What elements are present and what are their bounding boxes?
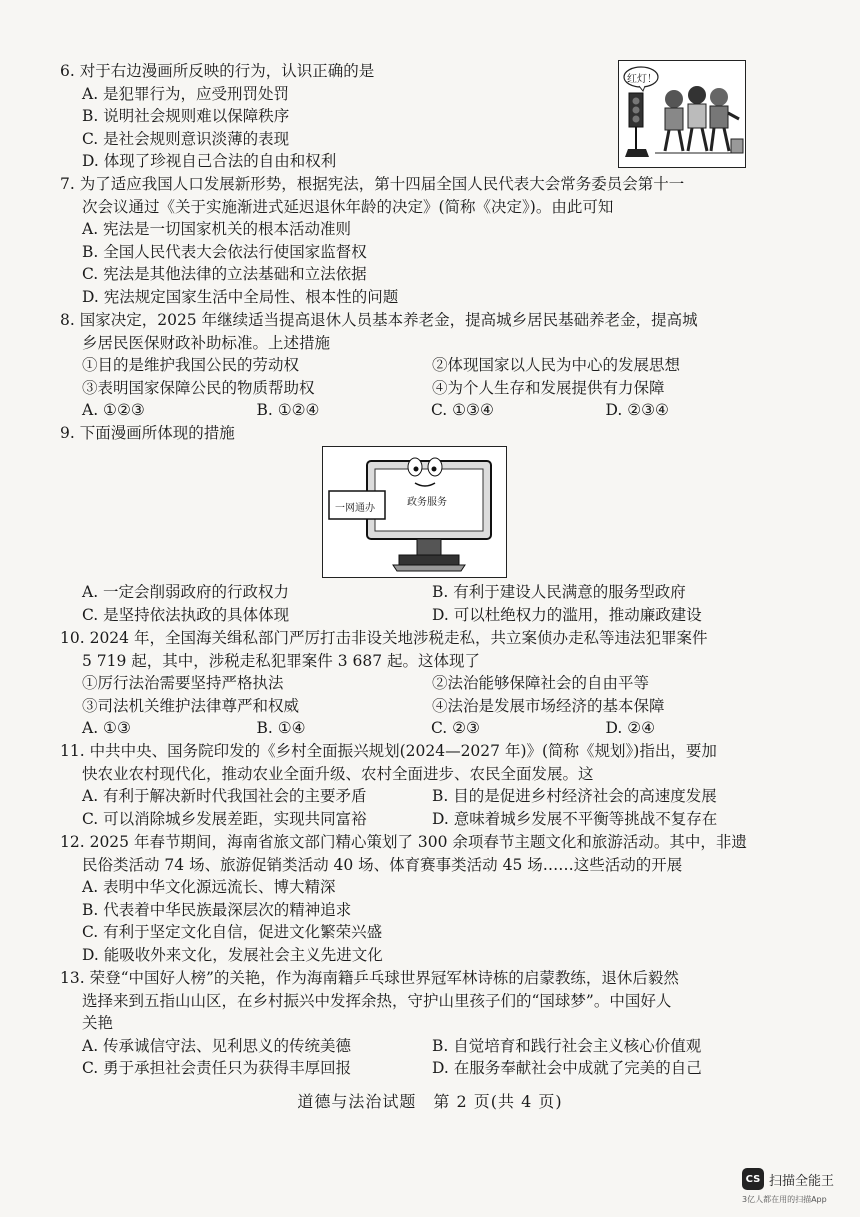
question-stem-continued: 选择来到五指山山区，在乡村振兴中发挥余热，守护山里孩子们的“国球梦”。中国好人	[82, 991, 672, 1010]
options-row	[60, 717, 780, 740]
question-13	[60, 967, 780, 1080]
options-row	[60, 808, 780, 831]
option-c: C. ②③	[431, 719, 480, 738]
option-a: A. ①③	[82, 719, 131, 738]
scanner-tagline: 3亿人都在用的扫描App	[742, 1195, 827, 1204]
options-row	[60, 1035, 780, 1058]
question-stem: 7. 为了适应我国人口发展新形势，根据宪法，第十四届全国人民代表大会常务委员会第十一	[60, 175, 685, 193]
scanner-logo-icon: CS	[742, 1168, 764, 1190]
option-c: C. 可以消除城乡发展差距，实现共同富裕	[82, 809, 367, 828]
question-stem-continued: 快农业农村现代化，推动农业全面升级、农村全面进步、农民全面发展。这	[82, 764, 594, 783]
statement-2: ②法治能够保障社会的自由平等	[432, 674, 650, 693]
option-a: A. 是犯罪行为，应受刑罚处罚	[82, 84, 290, 103]
speech-bubble-text: 红灯！	[627, 74, 657, 85]
option-b: B. 目的是促进乡村经济社会的高速度发展	[432, 787, 717, 806]
question-11	[60, 740, 780, 830]
option-a: A. 一定会削弱政府的行政权力	[82, 583, 290, 601]
option-a: A. 表明中华文化源远流长、博大精深	[82, 878, 336, 897]
question-stem-continued: 关艳	[82, 1014, 114, 1033]
options-row	[60, 1057, 780, 1080]
option-b: B. 说明社会规则难以保障秩序	[82, 107, 290, 126]
option-c: C. 宪法是其他法律的立法基础和立法依据	[82, 265, 367, 284]
option-b: B. ①④	[256, 719, 306, 738]
statement-3: ③司法机关维护法律尊严和权威	[82, 696, 300, 715]
option-d: D. 可以杜绝权力的滥用，推动廉政建设	[432, 605, 702, 624]
option-d: D. 意味着城乡发展不平衡等挑战不复存在	[432, 809, 718, 828]
statement-4: ④为个人生存和发展提供有力保障	[432, 378, 665, 397]
option-b: B. 代表着中华民族最深层次的精神追求	[82, 900, 352, 919]
question-7	[60, 173, 780, 309]
option-d: D. 能吸收外来文化，发展社会主义先进文化	[82, 945, 383, 964]
red-light-cartoon	[618, 60, 746, 168]
question-stem: 8. 国家决定，2025 年继续适当提高退休人员基本养老金，提高城乡居民基础养老金，提高城	[60, 311, 698, 329]
option-c: C. 勇于承担社会责任只为获得丰厚回报	[82, 1059, 352, 1078]
options-row	[60, 785, 780, 808]
question-stem-continued: 次会议通过《关于实施渐进式延迟退休年龄的决定》(简称《决定》)。由此可知	[82, 197, 614, 216]
option-d: D. ②③④	[605, 401, 669, 420]
option-a: A. 宪法是一切国家机关的根本活动准则	[82, 220, 352, 239]
statement-row	[60, 672, 780, 695]
option-d: D. 体现了珍视自己合法的自由和权利	[82, 152, 337, 171]
option-d: D. 在服务奉献社会中成就了完美的自己	[432, 1059, 702, 1078]
page-footer: 道德与法治试题 第 2 页(共 4 页)	[297, 1092, 563, 1111]
statement-row	[60, 354, 780, 377]
option-c: C. 是社会规则意识淡薄的表现	[82, 129, 290, 148]
question-9	[60, 422, 780, 445]
question-stem: 12. 2025 年春节期间，海南省旅文部门精心策划了 300 余项春节主题文化和旅游活动。其中，非遗	[60, 833, 747, 851]
question-stem-continued: 乡居民医保财政补助标准。上述措施	[82, 333, 331, 352]
option-b: B. 有利于建设人民满意的服务型政府	[432, 583, 686, 601]
scanner-app-name: 扫描全能王	[769, 1173, 835, 1189]
option-a: A. ①②③	[82, 401, 145, 420]
screen-text: 政务服务	[407, 497, 447, 508]
question-stem-continued: 5 719 起，其中，涉税走私犯罪案件 3 687 起。这体现了	[82, 651, 481, 670]
options-row	[60, 399, 780, 422]
option-a: A. 传承诚信守法、见利思义的传统美德	[82, 1036, 352, 1055]
statement-2: ②体现国家以人民为中心的发展思想	[432, 356, 681, 375]
government-service-cartoon	[322, 446, 507, 578]
option-d: D. 宪法规定国家生活中全局性、根本性的问题	[82, 287, 399, 306]
question-stem: 10. 2024 年，全国海关缉私部门严厉打击非设关地涉税走私，共立案侦办走私等违法犯罪案件	[60, 629, 708, 647]
option-c: C. 是坚持依法执政的具体体现	[82, 605, 290, 624]
question-stem: 11. 中共中央、国务院印发的《乡村全面振兴规划(2024—2027 年)》(简称《规划》)指出，要加	[60, 742, 717, 760]
question-stem: 6. 对于右边漫画所反映的行为，认识正确的是	[60, 62, 375, 80]
option-b: B. 自觉培育和践行社会主义核心价值观	[432, 1036, 702, 1055]
options-row	[60, 604, 780, 627]
option-c: C. ①③④	[431, 401, 494, 420]
option-c: C. 有利于坚定文化自信，促进文化繁荣兴盛	[82, 923, 383, 942]
question-stem: 13. 荣登“中国好人榜”的关艳，作为海南籍乒乓球世界冠军林诗栋的启蒙教练，退休后毅然	[60, 969, 679, 987]
option-d: D. ②④	[605, 719, 656, 738]
statement-row	[60, 695, 780, 718]
statement-4: ④法治是发展市场经济的基本保障	[432, 696, 665, 715]
statement-3: ③表明国家保障公民的物质帮助权	[82, 378, 315, 397]
question-12	[60, 831, 780, 967]
statement-1: ①厉行法治需要坚持严格执法	[82, 674, 284, 693]
statement-row	[60, 377, 780, 400]
question-8	[60, 309, 780, 422]
question-9-options	[60, 581, 780, 626]
question-stem: 9. 下面漫画所体现的措施	[60, 424, 235, 442]
options-row	[60, 581, 780, 604]
sign-text: 一网通办	[335, 503, 375, 514]
option-b: B. ①②④	[256, 401, 320, 420]
scanner-watermark	[742, 1168, 834, 1190]
question-stem-continued: 民俗类活动 74 场、旅游促销类活动 40 场、体育赛事类活动 45 场……这些活动的开展	[82, 855, 683, 874]
statement-1: ①目的是维护我国公民的劳动权	[82, 356, 300, 375]
option-b: B. 全国人民代表大会依法行使国家监督权	[82, 242, 367, 261]
option-a: A. 有利于解决新时代我国社会的主要矛盾	[82, 787, 367, 806]
question-10	[60, 627, 780, 740]
